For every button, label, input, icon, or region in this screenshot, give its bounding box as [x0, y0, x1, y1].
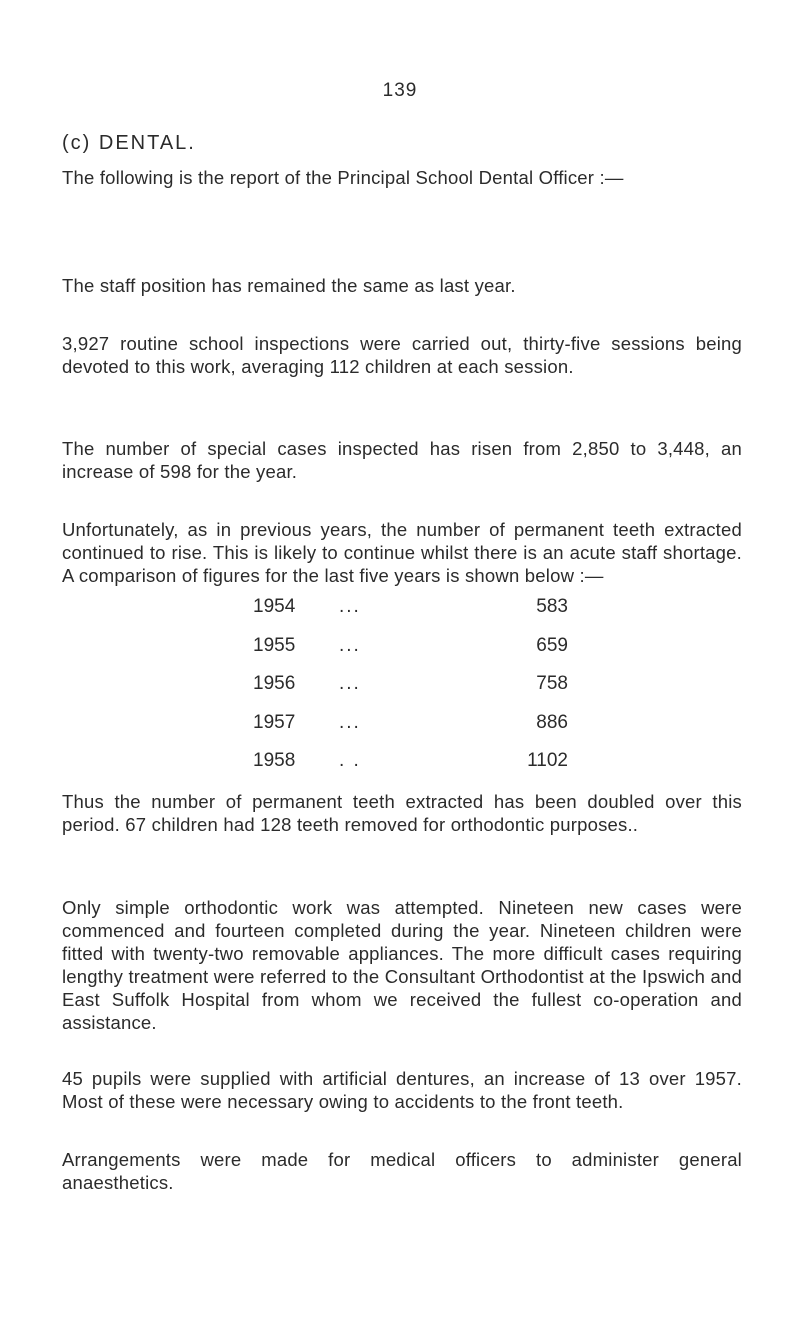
table-value: 659: [536, 634, 568, 656]
table-row: [253, 750, 573, 789]
paragraph-inspections: 3,927 routine school inspections were carried out, thirty-five sessions being devoted to this work, averaging 112 children at each session.: [62, 333, 742, 377]
table-row: [253, 635, 573, 674]
table-year: 1956: [253, 673, 296, 694]
extractions-table: [253, 596, 573, 789]
paragraph-dentures: 45 pupils were supplied with artificial dentures, an increase of 13 over 1957. Most of these were necessary owing to accidents to the front teeth.: [62, 1068, 742, 1112]
table-value: 758: [536, 673, 568, 694]
table-year: 1958: [253, 750, 296, 771]
table-leader: ...: [339, 673, 361, 694]
table-value: 583: [536, 596, 568, 617]
table-row: [253, 596, 573, 635]
table-leader: ...: [339, 596, 361, 617]
table-leader: . .: [339, 750, 361, 771]
paragraph-staff: The staff position has remained the same as last year.: [62, 275, 516, 296]
paragraph-doubled: Thus the number of permanent teeth extracted has been doubled over this period. 67 children had 128 teeth removed for orthodontic purposes..: [62, 791, 742, 835]
table-year: 1957: [253, 711, 296, 733]
paragraph-special-cases: The number of special cases inspected has risen from 2,850 to 3,448, an increase of 598 for the year.: [62, 438, 742, 482]
table-year: 1955: [253, 634, 296, 656]
paragraph-anaesthetics: Arrangements were made for medical officers to administer general anaesthetics.: [62, 1149, 742, 1193]
table-year: 1954: [253, 596, 296, 617]
table-leader: ...: [339, 711, 361, 733]
table-value: 1102: [527, 750, 568, 771]
paragraph-intro: The following is the report of the Principal School Dental Officer :—: [62, 167, 624, 188]
paragraph-extractions: Unfortunately, as in previous years, the number of permanent teeth extracted continued to rise. This is likely to continue whilst there is an acute staff shortage. A comparison of figures for the last five years is shown below :—: [62, 519, 742, 586]
paragraph-orthodontic: Only simple orthodontic work was attempted. Nineteen new cases were commenced and fourteen completed during the year. Nineteen children were fitted with twenty-two removable appliances. The more difficult cases requiring lengthy treatment were referred to the Consultant Orthodontist at the Ipswich and East Suffolk Hospital from whom we received the fullest co-operation and assistance.: [62, 897, 742, 1033]
table-row: [253, 712, 573, 751]
table-leader: ...: [339, 634, 361, 656]
page-number: 139: [382, 80, 418, 101]
section-heading: (c) DENTAL.: [62, 132, 196, 154]
table-value: 886: [536, 711, 568, 733]
table-row: [253, 673, 573, 712]
